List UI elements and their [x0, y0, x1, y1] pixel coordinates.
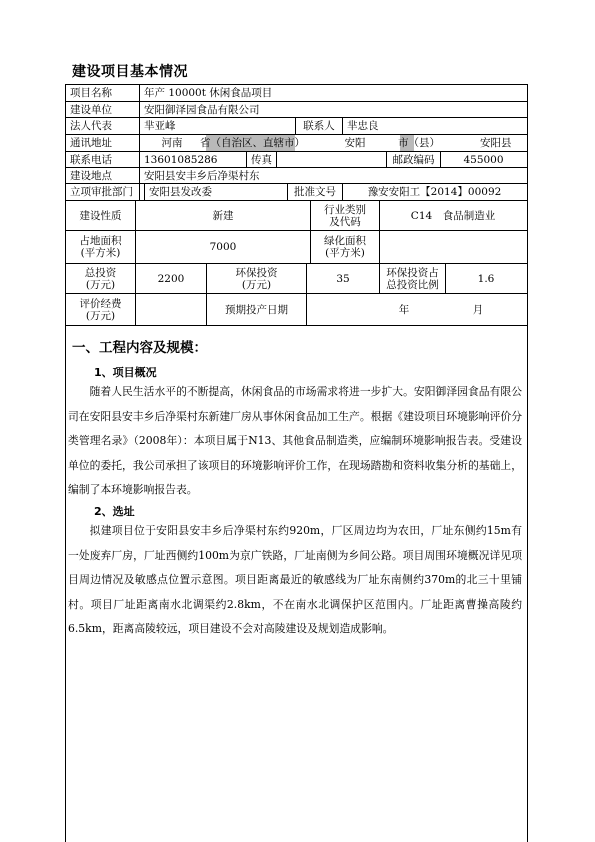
industry-value: C14 食品制造业	[410, 209, 496, 222]
approval-dept-label: 立项审批部门	[70, 186, 133, 198]
county-value: 安阳县	[480, 137, 512, 149]
industry-label: 行业类别及代码	[324, 203, 366, 228]
subsection-title-site: 2、选址	[94, 505, 135, 518]
section-title: 一、工程内容及规模：	[72, 340, 207, 356]
location-label: 建设地点	[70, 169, 112, 182]
col-rule	[306, 293, 307, 325]
address-label: 通讯地址	[70, 137, 112, 149]
green-label: 绿化面积(平方米)	[324, 235, 366, 259]
location-value: 安阳县安丰乡后净渠村东	[144, 169, 260, 182]
eval-fee-value	[136, 294, 206, 325]
fax-value	[277, 152, 386, 167]
investment-value: 2200	[157, 272, 185, 285]
subsection-title-overview: 1、项目概况	[94, 366, 157, 379]
fax-label: 传真	[251, 153, 272, 166]
nature-value: 新建	[212, 209, 234, 222]
env-ratio-label: 环保投资占总投资比例	[386, 266, 439, 291]
contact-value: 芈忠良	[347, 120, 379, 132]
prod-date-label: 预期投产日期	[225, 303, 288, 316]
legal-rep-value: 芈亚峰	[144, 120, 176, 132]
postal-value: 455000	[463, 153, 504, 166]
phone-value: 13601085286	[144, 153, 218, 166]
builder-label: 建设单位	[70, 103, 112, 116]
eval-fee-label: 评价经费(万元)	[79, 297, 122, 322]
paragraph-overview: 随着人民生活水平的不断提高，休闲食品的市场需求将进一步扩大。安阳御泽园食品有限公司在安阳县安丰乡后净渠村东新建厂房从事休闲食品加工生产。根据《建设项目环境影响评价分类管理名录》（2008年）：本项目属于N13、其他食品制造类，应编制环境影响报告表。受建设单位的委托，我公司承担了该项目的环境影响评价工作，在现场踏勘和资料收集分析的基础上，编制了本环境影响报告表。	[68, 385, 522, 496]
rule	[65, 325, 527, 326]
area-value: 7000	[209, 241, 237, 253]
legal-rep-label: 法人代表	[70, 120, 112, 132]
area-label: 占地面积(平方米)	[79, 235, 122, 259]
project-name-value: 年产 10000t 休闲食品项目	[144, 87, 273, 99]
approval-no-value: 豫安安阳工【2014】00092	[367, 186, 502, 198]
contact-label: 联系人	[303, 120, 335, 132]
nature-label: 建设性质	[79, 209, 122, 222]
green-value	[380, 231, 526, 263]
province-value: 河南	[161, 137, 183, 149]
approval-no-label: 批准文号	[294, 186, 336, 198]
page-title: 建设项目基本情况	[72, 64, 188, 80]
city-suffix: 市（县）	[398, 137, 440, 149]
env-ratio-value: 1.6	[477, 272, 495, 285]
phone-label: 联系电话	[70, 153, 112, 166]
postal-label: 邮政编码	[392, 153, 435, 166]
project-name-label: 项目名称	[70, 87, 112, 99]
env-investment-value: 35	[336, 272, 350, 285]
env-investment-label: 环保投资(万元)	[235, 266, 278, 291]
approval-dept-value: 安阳县发改委	[149, 186, 212, 198]
builder-value: 安阳御泽园食品有限公司	[144, 103, 260, 116]
prod-month-label: 月	[472, 303, 484, 316]
city-value: 安阳	[344, 137, 366, 149]
province-suffix: 省（自治区、直辖市）	[200, 137, 305, 149]
paragraph-site: 拟建项目位于安阳县安丰乡后净渠村东约920m，厂区周边均为农田，厂址东侧约15m有一处废弃厂房，厂址西侧约100m为京广铁路，厂址南侧为乡间公路。项目周围环境概况详见项目周边情况及敏感点位置示意图。项目距离最近的敏感线为厂址东南侧约370m的北三十里铺村。项目厂址距离南水北调渠约2.8km，不在南水北调保护区范围内。厂址距离曹操高陵约6.5km，距离高陵较远，项目建设不会对高陵建设及规划造成影响。	[68, 524, 522, 635]
investment-label: 总投资(万元)	[84, 266, 117, 291]
prod-year-label: 年	[398, 303, 410, 316]
